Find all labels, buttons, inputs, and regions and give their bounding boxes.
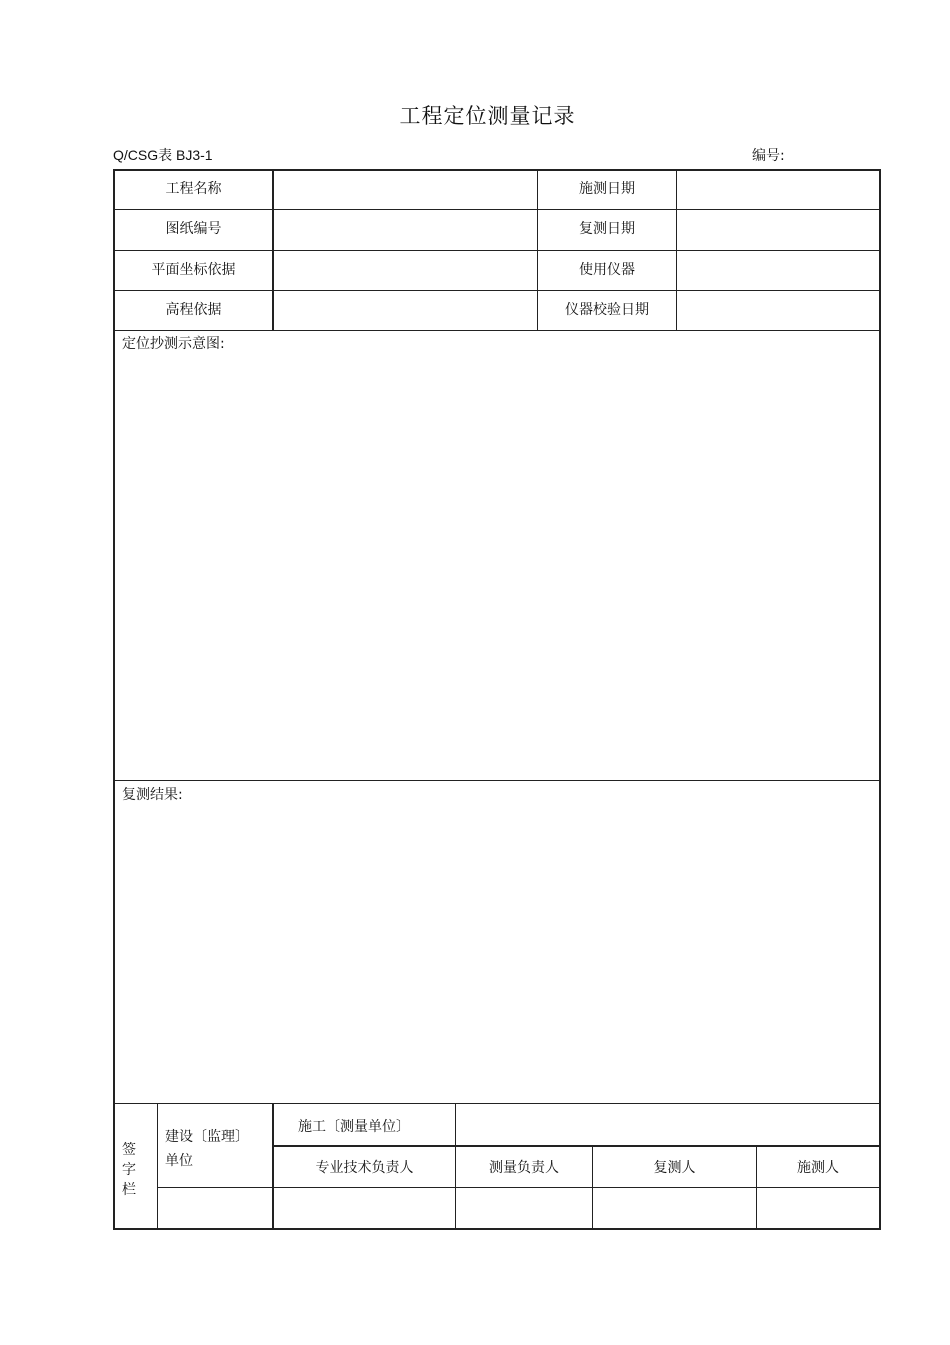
recheck-date-field[interactable] — [677, 210, 879, 250]
document-title: 工程定位测量记录 — [399, 104, 576, 128]
elevation-basis-field[interactable] — [274, 291, 537, 330]
row-divider — [113, 330, 881, 331]
plane-coordinate-basis-label: 平面坐标依据 — [151, 262, 236, 278]
owner-signature-field[interactable] — [158, 1188, 272, 1228]
project-name-field[interactable] — [274, 171, 537, 209]
serial-number-label: 编号: — [752, 148, 785, 164]
technical-lead-role: 专业技术负责人 — [315, 1160, 414, 1176]
project-name-label: 工程名称 — [165, 181, 222, 197]
construction-unit-field[interactable] — [456, 1104, 879, 1145]
owner-unit-label: 建设〔监理〕单位 — [165, 1129, 249, 1169]
recheck-result-area[interactable] — [115, 808, 879, 1102]
signature-divider — [272, 1145, 881, 1147]
form-code: Q/CSG表 BJ3-1 — [113, 147, 213, 163]
instrument-label: 使用仪器 — [579, 262, 635, 278]
survey-lead-role: 测量负责人 — [489, 1160, 559, 1176]
elevation-basis-label: 高程依据 — [165, 302, 222, 318]
survey-date-field[interactable] — [677, 171, 879, 209]
table-border-right — [879, 169, 881, 1230]
drawing-number-label: 图纸编号 — [165, 221, 222, 237]
survey-lead-signature-field[interactable] — [456, 1188, 592, 1228]
technical-lead-signature-field[interactable] — [274, 1188, 455, 1228]
surveyor-role: 施测人 — [797, 1160, 839, 1176]
construction-unit-label: 施工〔测量单位〕 — [298, 1119, 410, 1135]
recheck-date-label: 复测日期 — [579, 221, 635, 237]
calibration-date-label: 仪器校验日期 — [565, 302, 649, 318]
signature-section-label: 签字栏 — [122, 1142, 136, 1198]
sketch-section-label: 定位抄测示意图: — [122, 336, 225, 352]
surveyor-signature-field[interactable] — [757, 1188, 879, 1228]
sketch-area[interactable] — [115, 358, 879, 778]
drawing-number-field[interactable] — [274, 210, 537, 250]
calibration-date-field[interactable] — [677, 291, 879, 330]
survey-date-label: 施测日期 — [579, 181, 635, 197]
instrument-field[interactable] — [677, 251, 879, 290]
table-border-bottom — [113, 1228, 881, 1230]
plane-coordinate-basis-field[interactable] — [274, 251, 537, 290]
rechecker-role: 复测人 — [653, 1160, 696, 1176]
section-divider — [113, 780, 881, 781]
recheck-result-label: 复测结果: — [122, 787, 183, 803]
rechecker-signature-field[interactable] — [593, 1188, 756, 1228]
